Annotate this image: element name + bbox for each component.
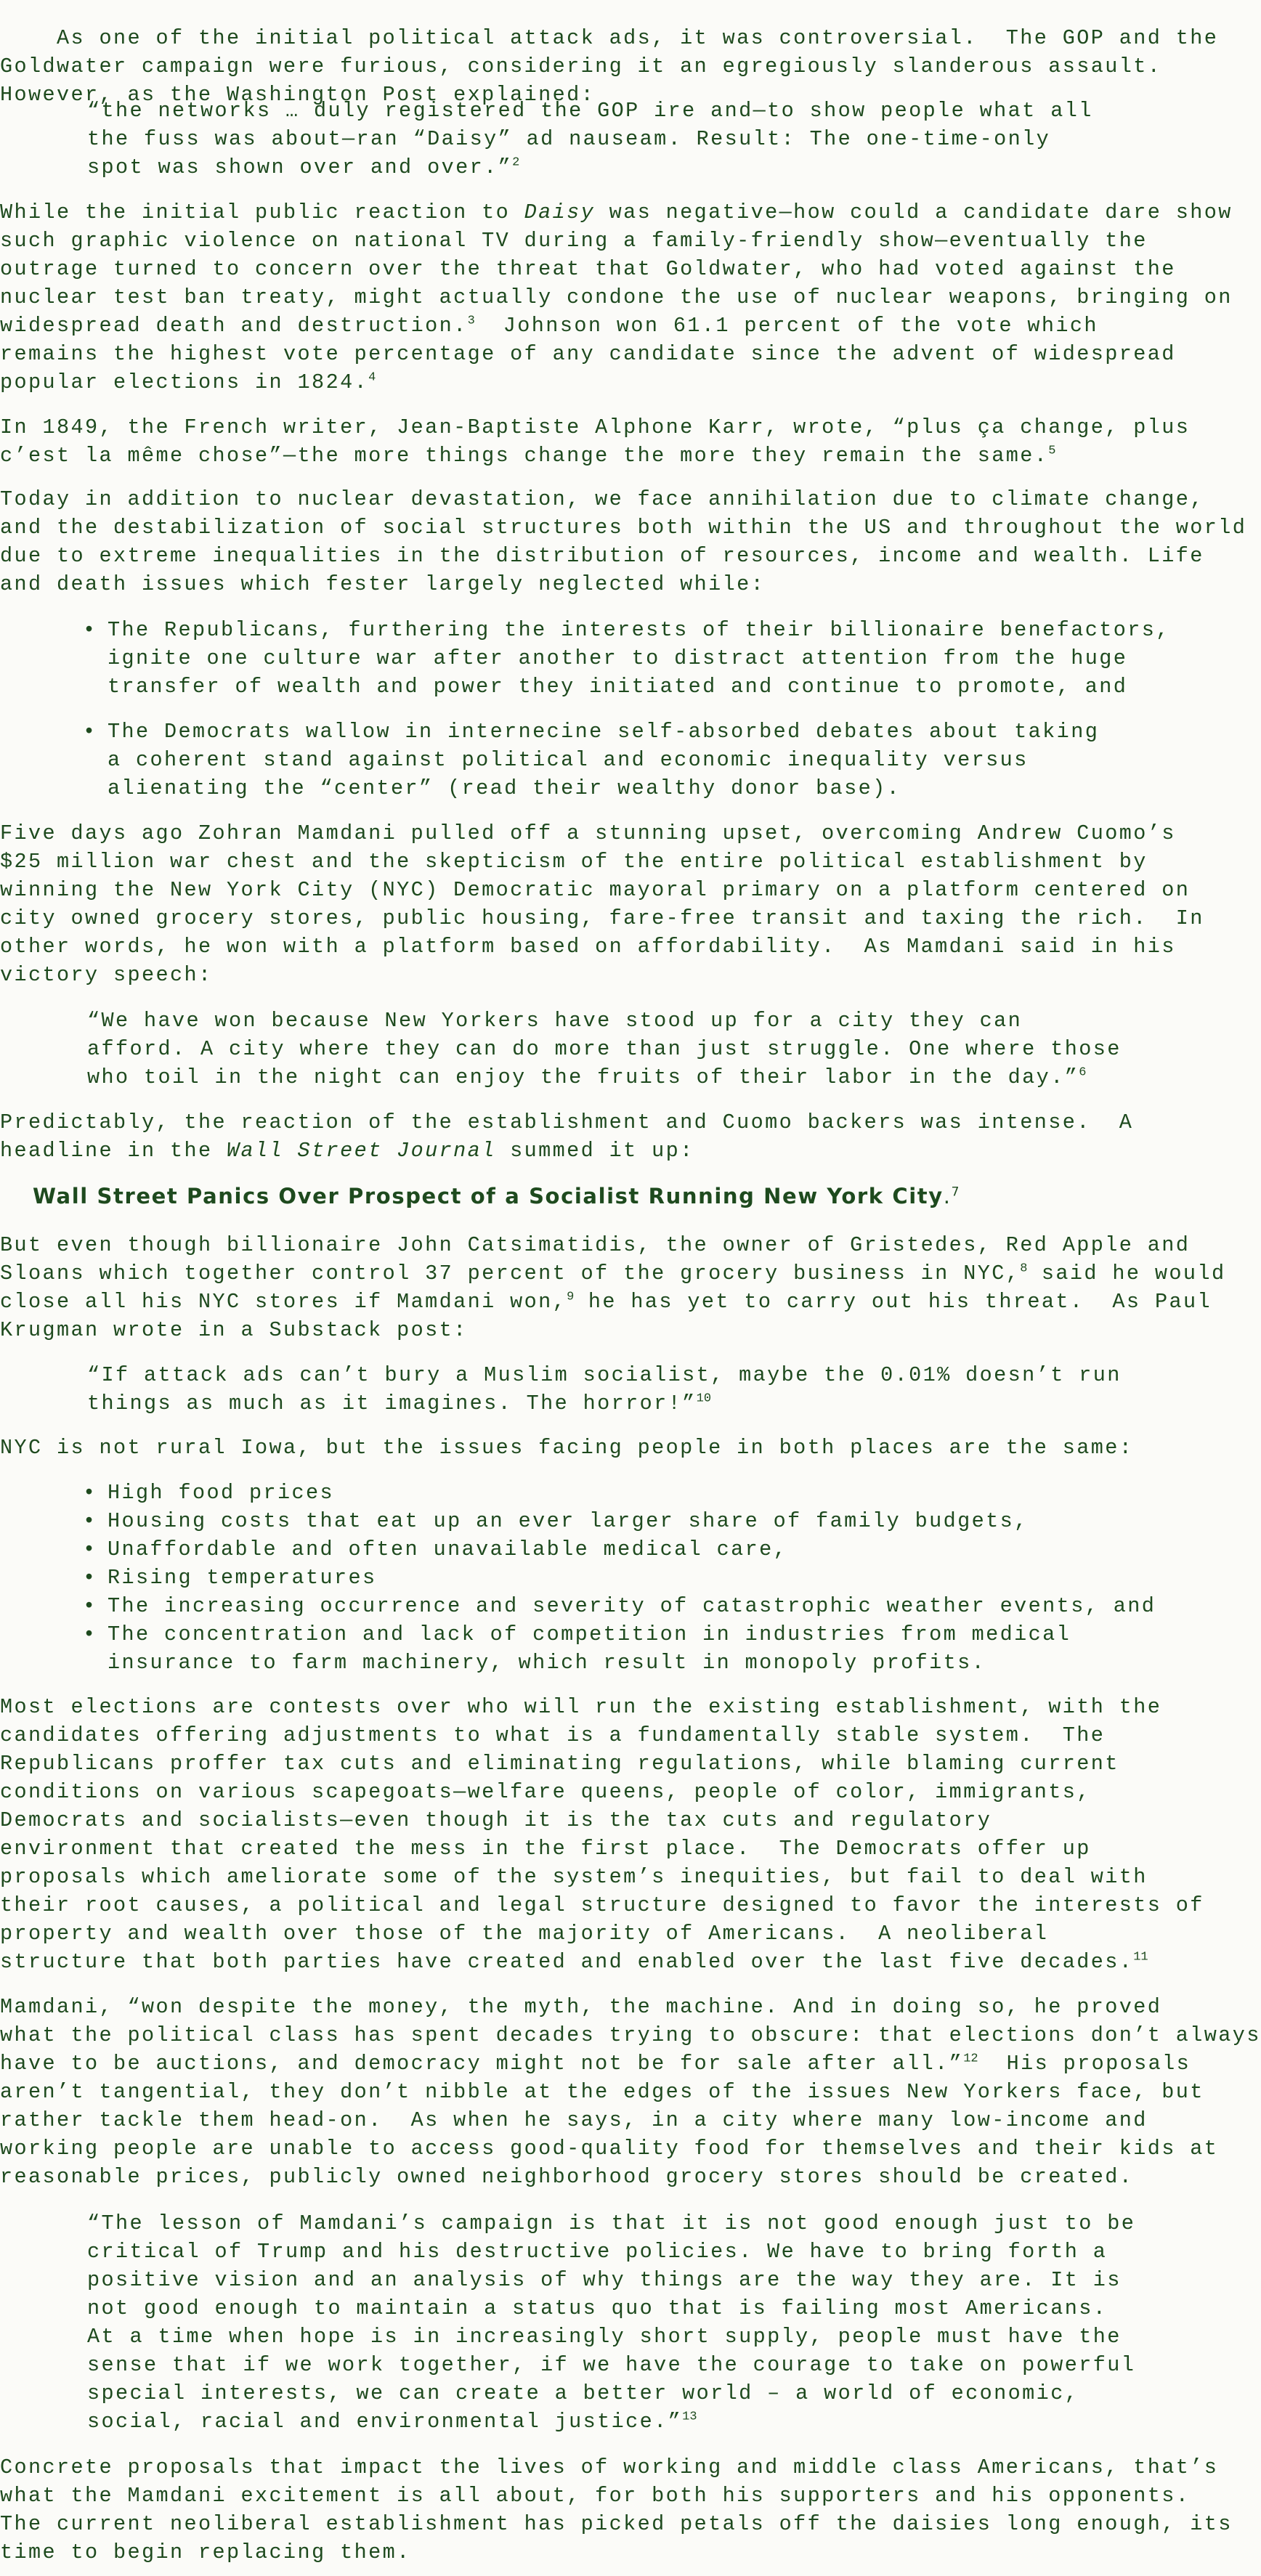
text-line: transfer of wealth and power they initiated and continue to promote, and [108,675,1128,699]
text-line: candidates offering adjustments to what is a fundamentally stable system. The [0,1723,1106,1747]
text-line: what the Mamdani excitement is all about, for both his supporters and his opponents. [0,2484,1191,2508]
italic-title: Wall Street Journal [227,1139,496,1163]
list-item [83,718,1100,803]
list-item [83,1620,1071,1677]
paragraph [0,1108,1134,1165]
text-line: Five days ago Zohran Mamdani pulled off a stunning upset, overcoming Andrew Cuomo’s [0,821,1176,845]
text-line: Concrete proposals that impact the lives of working and middle class Americans, that’s [0,2455,1219,2479]
text-line: such graphic violence on national TV during a family-friendly show—eventually the [0,229,1148,253]
text-line: In 1849, the French writer, Jean-Baptiste Alphone Karr, wrote, “plus ça change, plus [0,415,1191,439]
text-line: Most elections are contests over who will run the existing establishment, with the [0,1695,1162,1719]
text-line: not good enough to maintain a status quo that is failing most Americans. [87,2296,1108,2320]
list-item [83,1592,1156,1620]
text-line: Democrats and socialists—even though it is the tax cuts and regulatory [0,1808,992,1832]
text-line: victory speech: [0,963,213,987]
bullet-icon: • [83,1537,97,1561]
blockquote [87,1361,1122,1418]
text-line: Johnson won 61.1 percent of the vote which [474,314,1098,338]
text-line: rather tackle them head-on. As when he says, in a city where many low-income and [0,2108,1148,2132]
paragraph [0,1231,1226,1344]
text-line: structure that both parties have created and enabled over the last five decades. [0,1950,1134,1974]
paragraph [0,2453,1233,2567]
paragraph [0,413,1191,470]
text-line: their root causes, a political and legal structure designed to favor the interests of [0,1893,1204,1917]
paragraph [0,198,1233,397]
footnote-ref: 7 [951,1185,960,1200]
text-line: $25 million war chest and the skepticism of the entire political establishment by [0,850,1148,874]
text-line: nuclear test ban treaty, might actually condone the use of nuclear weapons, bringing on [0,285,1233,309]
paragraph [0,1434,1134,1462]
text-line: and the destabilization of social structures both within the US and throughout the world [0,516,1247,540]
text-line: As one of the initial political attack ads, it was controversial. The GOP and the [57,26,1219,50]
text-line: critical of Trump and his destructive policies. We have to bring forth a [87,2240,1108,2264]
text-line: summed it up: [495,1139,694,1163]
text-line: things as much as it imagines. The horror!” [87,1391,697,1415]
text-line: sense that if we work together, if we have the courage to take on powerful [87,2353,1136,2377]
list-item [83,1479,1027,1507]
footnote-ref: 5 [1048,444,1056,458]
paragraph [0,0,1219,109]
footnote-ref: 4 [368,370,376,385]
bullet-icon: • [83,1566,97,1590]
bullet-icon: • [83,1622,97,1646]
footnote-ref: 8 [1020,1261,1028,1276]
bullet-icon: • [83,720,97,744]
footnote-ref: 11 [1133,1950,1148,1964]
text-line: and death issues which fester largely neglected while: [0,572,766,596]
footnote-ref: 2 [512,155,520,170]
list-item-text: The increasing occurrence and severity of catastrophic weather events, and [108,1594,1156,1618]
text-line: NYC is not rural Iowa, but the issues facing people in both places are the same: [0,1436,1134,1460]
text-line: Sloans which together control 37 percent of the grocery business in NYC, [0,1261,1021,1285]
text-line: a coherent stand against political and economic inequality versus [108,748,1029,772]
text-line: “If attack ads can’t bury a Muslim socialist, maybe the 0.01% doesn’t run [87,1363,1122,1387]
bullet-icon: • [83,1481,97,1505]
text-line: reasonable prices, publicly owned neighborhood grocery stores should be created. [0,2165,1134,2189]
text-line: alienating the “center” (read their wealthy donor base). [108,776,901,800]
text-line: Krugman wrote in a Substack post: [0,1318,468,1342]
bullet-icon: • [83,1509,97,1533]
list-item-text: Unaffordable and often unavailable medical care, [108,1537,788,1561]
paragraph [0,1993,1261,2191]
list-item [83,1535,1027,1564]
text-line: But even though billionaire John Catsimatidis, the owner of Gristedes, Red Apple and [0,1233,1191,1257]
text-line: property and wealth over those of the majority of Americans. A neoliberal [0,1922,1049,1946]
text-line: “the networks … duly registered the GOP ire and—to show people what all [87,99,1093,123]
text-line: widespread death and destruction. [0,314,468,338]
blockquote [87,2209,1136,2436]
text-line: conditions on various scapegoats—welfare queens, people of color, immigrants, [0,1780,1091,1804]
text-line: popular elections in 1824. [0,370,369,394]
text-line: The Democrats wallow in internecine self-absorbed debates about taking [108,720,1100,744]
list-item-text: Rising temperatures [108,1566,377,1590]
list-item [83,616,1170,701]
text-line: he has yet to carry out his threat. As Paul [574,1290,1212,1314]
text-line: c’est la même chose”—the more things change the more they remain the same. [0,444,1049,468]
footnote-ref: 3 [467,314,475,328]
italic-title: Daisy [524,200,596,224]
text-line: special interests, we can create a better world – a world of economic, [87,2381,1079,2405]
footnote-ref: 13 [682,2410,697,2424]
text-line: Mamdani, “won despite the money, the myth, the machine. And in doing so, he proved [0,1995,1162,2019]
footnote-ref: 9 [567,1290,575,1304]
text-line: other words, he won with a platform based on affordability. As Mamdani said in his [0,935,1176,959]
headline-text: Wall Street Panics Over Prospect of a Socialist Running New York City [33,1184,944,1208]
text-line: who toil in the night can enjoy the fruits of their labor in the day.” [87,1065,1079,1089]
list-item-text: The concentration and lack of competition in industries from medical insurance to farm machinery, which result in monopoly profits. [108,1622,1071,1675]
text-line: “The lesson of Mamdani’s campaign is that it is not good enough just to be [87,2211,1136,2235]
text-line: have to be auctions, and democracy might not be for sale after all.” [0,2052,964,2076]
text-line: Today in addition to nuclear devastation, we face annihilation due to climate change, [0,487,1204,511]
text-line: “We have won because New Yorkers have stood up for a city they can [87,1009,1023,1033]
text-line: said he would [1027,1261,1226,1285]
blockquote [87,1007,1122,1092]
text-line: While the initial public reaction to [0,200,524,224]
paragraph [0,819,1204,989]
text-line: remains the highest vote percentage of any candidate since the advent of widespread [0,342,1176,366]
headline-quote: Wall Street Panics Over Prospect of a Socialist Running New York City.$^7$ [33,1184,960,1208]
text-line: aren’t tangential, they don’t nibble at the edges of the issues New Yorkers face, but [0,2080,1204,2104]
text-line: due to extreme inequalities in the distribution of resources, income and wealth. Life [0,544,1204,568]
text-line: time to begin replacing them. [0,2540,411,2564]
text-line: afford. A city where they can do more than just struggle. One where those [87,1037,1122,1061]
text-line: The current neoliberal establishment has picked petals off the daisies long enough, its [0,2512,1233,2536]
text-line: winning the New York City (NYC) Democratic mayoral primary on a platform centered on [0,878,1191,902]
list-item-text: High food prices [108,1481,335,1505]
text-line: proposals which ameliorate some of the system’s inequities, but fail to deal with [0,1865,1148,1889]
text-line: what the political class has spent decades trying to obscure: that elections don’t always [0,2023,1261,2047]
text-line: At a time when hope is in increasingly short supply, people must have the [87,2325,1122,2349]
paragraph [0,1693,1204,1976]
text-line: environment that created the mess in the first place. The Democrats offer up [0,1837,1091,1861]
text-line: close all his NYC stores if Mamdani won, [0,1290,567,1314]
text-line: Predictably, the reaction of the establishment and Cuomo backers was intense. A [0,1110,1134,1134]
footnote-ref: 10 [696,1391,712,1406]
text-line: However, as the Washington Post explained: [0,83,596,107]
text-line: was negative—how could a candidate dare show [595,200,1233,224]
text-line: social, racial and environmental justice.” [87,2410,683,2434]
bullet-icon: • [83,618,97,642]
list-item [83,1507,1027,1535]
text-line: the fuss was about—ran “Daisy” ad nauseam. Result: The one-time-only [87,127,1051,151]
list-item-text: Housing costs that eat up an ever larger share of family budgets, [108,1509,1029,1533]
paragraph [0,485,1247,598]
footnote-ref: 12 [963,2052,978,2066]
text-line: working people are unable to access good-quality food for themselves and their kids at [0,2137,1219,2161]
text-line: The Republicans, furthering the interests of their billionaire benefactors, [108,618,1170,642]
text-line: spot was shown over and over.” [87,155,513,179]
text-line: Republicans proffer tax cuts and eliminating regulations, while blaming current [0,1752,1119,1776]
footnote-ref: 6 [1079,1065,1087,1080]
text-line: Goldwater campaign were furious, considering it an egregiously slanderous assault. [0,54,1162,78]
text-line: headline in the [0,1139,227,1163]
text-line: positive vision and an analysis of why things are the way they are. It is [87,2268,1122,2292]
blockquote [87,97,1093,182]
text-line: His proposals [978,2052,1191,2076]
text-line: city owned grocery stores, public housing, fare-free transit and taxing the rich. In [0,906,1204,930]
bullet-icon: • [83,1594,97,1618]
text-line: outrage turned to concern over the threat that Goldwater, who had voted against the [0,257,1176,281]
list-item [83,1564,1027,1592]
text-line: ignite one culture war after another to distract attention from the huge [108,646,1128,670]
